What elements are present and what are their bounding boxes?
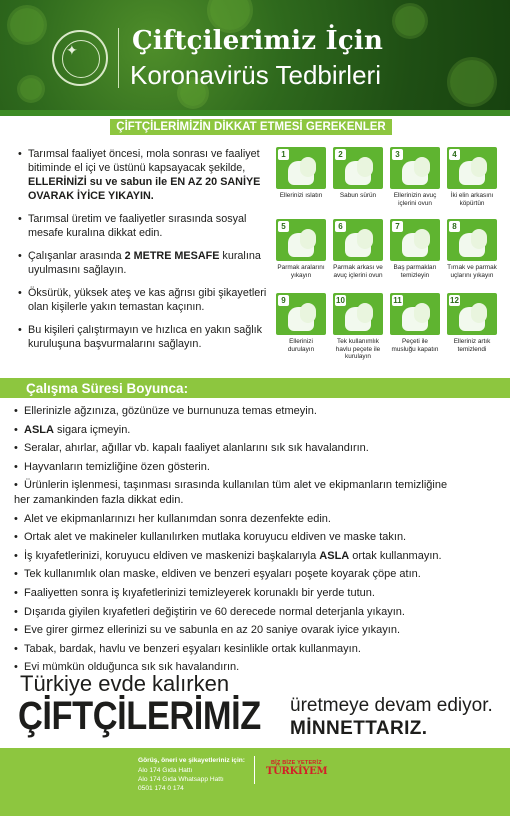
list-item-text: Seralar, ahırlar, ağıllar vb. kapalı faaliyet alanlarını sık sık havalandırın. [24, 442, 369, 455]
list-item-text: Tarımsal üretim ve faaliyetler sırasında sosyal mesafe kuralına dikkat edin. [28, 213, 247, 239]
list-item [18, 323, 268, 351]
warning-section-title: ÇİFTÇİLERİMİZİN DİKKAT ETMESİ GEREKENLER [110, 119, 392, 135]
list-item [14, 460, 500, 474]
step-number: 6 [335, 221, 346, 232]
list-item [18, 286, 268, 314]
list-item-text: Tabak, bardak, havlu ve benzeri eşyaları kesinlikle ortak kullanmayın. [24, 642, 361, 655]
list-item [14, 567, 500, 581]
list-item [14, 530, 500, 544]
ministry-logo [52, 30, 108, 86]
step-caption: Tek kullanımlık havlu peçete ile kurulayın [335, 338, 381, 360]
slogan-line3: üretmeye devam ediyor. [290, 695, 493, 716]
list-item-text: Tarımsal faaliyet öncesi, mola sonrası ve faaliyet bitiminde el içi ve üstünü kapsayacak şekilde, [28, 148, 260, 174]
step-caption: İki elin arkasını köpürtün [450, 192, 494, 207]
footer [0, 748, 510, 816]
step-number: 7 [392, 221, 403, 232]
hand-icon [300, 229, 316, 249]
list-item-text: Hayvanların temizliğine özen gösterin. [24, 460, 210, 473]
handwash-illustration [276, 147, 326, 189]
step-number: 4 [449, 149, 460, 160]
page-subtitle: Koronavirüs Tedbirleri [130, 60, 381, 90]
list-item [14, 642, 500, 656]
header-banner [0, 0, 510, 110]
wheat-icon: ✦ [66, 42, 78, 58]
footer-line: Alo 174 Gıda Hattı [138, 767, 193, 774]
step-number: 1 [278, 149, 289, 160]
handwash-step [276, 219, 326, 279]
step-caption: Parmak arkası ve avuç içlerini ovun [333, 264, 383, 279]
handwash-illustration [447, 219, 497, 261]
hand-icon [414, 303, 430, 323]
handwash-illustration [333, 147, 383, 189]
step-caption: Ellerinizi durulayın [287, 338, 315, 353]
step-caption: Ellerinizi ıslatın [279, 192, 323, 199]
handwash-illustration [390, 219, 440, 261]
list-item [14, 549, 500, 563]
list-item-text: Çalışanlar arasında [28, 250, 125, 262]
page-title: Çiftçilerimiz İçin [132, 26, 384, 56]
step-caption: Peçeti ile musluğu kapatın [391, 338, 439, 353]
footer-line: 0501 174 0 174 [138, 785, 184, 792]
list-item [14, 586, 500, 600]
handwash-illustration [276, 293, 326, 335]
header-accent-bar [0, 110, 510, 116]
step-number: 5 [278, 221, 289, 232]
list-item [18, 147, 268, 203]
step-number: 3 [392, 149, 403, 160]
list-item [14, 478, 500, 492]
list-item [14, 493, 500, 507]
handwash-illustration [333, 219, 383, 261]
header-divider [118, 28, 119, 88]
handwash-illustration [390, 147, 440, 189]
handwash-illustration [447, 293, 497, 335]
work-section-title: Çalışma Süresi Boyunca: [26, 381, 189, 396]
list-item-text: kuralına uyulmasını sağlayın. [28, 250, 261, 276]
step-number: 2 [335, 149, 346, 160]
list-item [18, 249, 268, 277]
handwash-step [333, 147, 383, 200]
handwash-step [333, 293, 383, 361]
list-item-text: Faaliyetten sonra iş kıyafetlerinizi temizleyerek korunaklı bir yerde tutun. [24, 586, 375, 599]
list-item [18, 212, 268, 240]
handwash-step [390, 147, 440, 207]
step-caption: Ellerinizin avuç içlerini ovun [393, 192, 437, 207]
slogan-line1: Türkiye evde kalırken [20, 671, 230, 696]
hand-icon [471, 157, 487, 177]
step-caption: Elleriniz artık temizlendi [453, 338, 491, 353]
hand-icon [471, 303, 487, 323]
slogan-line4: MİNNETTARIZ. [290, 718, 428, 739]
list-item-text: Bu kişileri çalıştırmayın ve hızlıca en yakın sağlık kuruluşuna başvurmalarını sağlayın. [28, 324, 263, 350]
footer-divider [254, 756, 255, 784]
footer-line: Alo 174 Gıda Whatsapp Hattı [138, 776, 224, 783]
list-item [14, 512, 500, 526]
list-item-text: her zamankinden fazla dikkat edin. [14, 493, 184, 506]
list-item-text: Ellerinizle ağzınıza, gözünüze ve burnunuza temas etmeyin. [24, 405, 317, 417]
list-item-text: Eve girer girmez ellerinizi su ve sabunla en az 20 saniye ovarak iyice yıkayın. [24, 624, 401, 637]
slogan-line2: ÇİFTÇİLERİMİZ [18, 694, 261, 738]
list-item-text: Ürünlerin işlenmesi, taşınması sırasında kullanılan tüm alet ve ekipmanların temizliğine [24, 479, 448, 492]
handwash-step [447, 219, 497, 279]
step-number: 8 [449, 221, 460, 232]
handwash-step [447, 147, 497, 207]
handwash-step [276, 147, 326, 200]
hand-icon [300, 303, 316, 323]
footer-title: Görüş, öneri ve şikayetleriniz için: [138, 757, 246, 764]
list-item-emphasis: ELLERİNİZİ su ve sabun ile EN AZ 20 SANİYE OVARAK İYİCE YIKAYIN. [28, 176, 261, 202]
hand-icon [357, 303, 373, 323]
hand-icon [357, 229, 373, 249]
handwash-step [390, 219, 440, 279]
handwash-illustration [390, 293, 440, 335]
brand-tagline: BİZ BİZE YETERİZ [271, 760, 322, 766]
handwash-step [390, 293, 440, 353]
list-item-text: İş kıyafetlerinizi, koruyucu eldiven ve maskenizi başkalarıyla [24, 549, 320, 562]
hand-icon [357, 157, 373, 177]
list-item [14, 605, 500, 619]
list-item [14, 423, 500, 437]
list-item [14, 441, 500, 455]
handwash-step [447, 293, 497, 353]
step-number: 11 [393, 296, 402, 305]
hand-icon [414, 229, 430, 249]
list-item-text: Alet ve ekipmanlarınızı her kullanımdan sonra dezenfekte edin. [24, 512, 331, 525]
list-item-text: Öksürük, yüksek ateş ve kas ağrısı gibi şikayetleri olan kişilerle yakın temastan kaçının. [28, 287, 267, 313]
handwash-step [276, 293, 326, 353]
list-item [14, 623, 500, 637]
list-item-emphasis: ASLA [24, 423, 54, 436]
list-item-emphasis: 2 METRE MESAFE [124, 250, 220, 262]
step-number: 10 [336, 296, 345, 305]
step-caption: Tırnak ve parmak uçlarını yıkayın [447, 264, 497, 279]
list-item [14, 404, 500, 418]
warning-list [18, 147, 268, 360]
step-caption: Baş parmakları temizleyin [393, 264, 437, 279]
hand-icon [300, 157, 316, 177]
list-item-text: Dışarıda giyilen kıyafetleri değiştirin ve 60 derecede normal deterjanla yıkayın. [24, 605, 405, 618]
list-item-text: Ortak alet ve makineler kullanılırken mutlaka koruyucu eldiven ve maske takın. [24, 531, 407, 544]
brand-logo: TÜRKİYEM [266, 766, 328, 777]
list-item-text: ortak kullanmayın. [349, 549, 442, 562]
handwash-illustration [276, 219, 326, 261]
work-list [14, 404, 500, 679]
list-item-emphasis: ASLA [319, 549, 350, 562]
list-item-text: sigara içmeyin. [53, 423, 131, 436]
step-number: 12 [450, 296, 459, 305]
handwash-illustration [447, 147, 497, 189]
handwash-step [333, 219, 383, 279]
step-caption: Sabun sürün [339, 192, 377, 199]
list-item-text: Tek kullanımlık olan maske, eldiven ve benzeri eşyaları poşete koyarak çöpe atın. [24, 568, 421, 581]
hand-icon [414, 157, 430, 177]
list-item-text: Evi mümkün olduğunca sık sık havalandırın. [24, 661, 240, 674]
handwash-illustration [333, 293, 383, 335]
hand-icon [471, 229, 487, 249]
step-caption: Parmak aralarını yıkayın [277, 264, 325, 279]
step-number: 9 [278, 295, 289, 306]
